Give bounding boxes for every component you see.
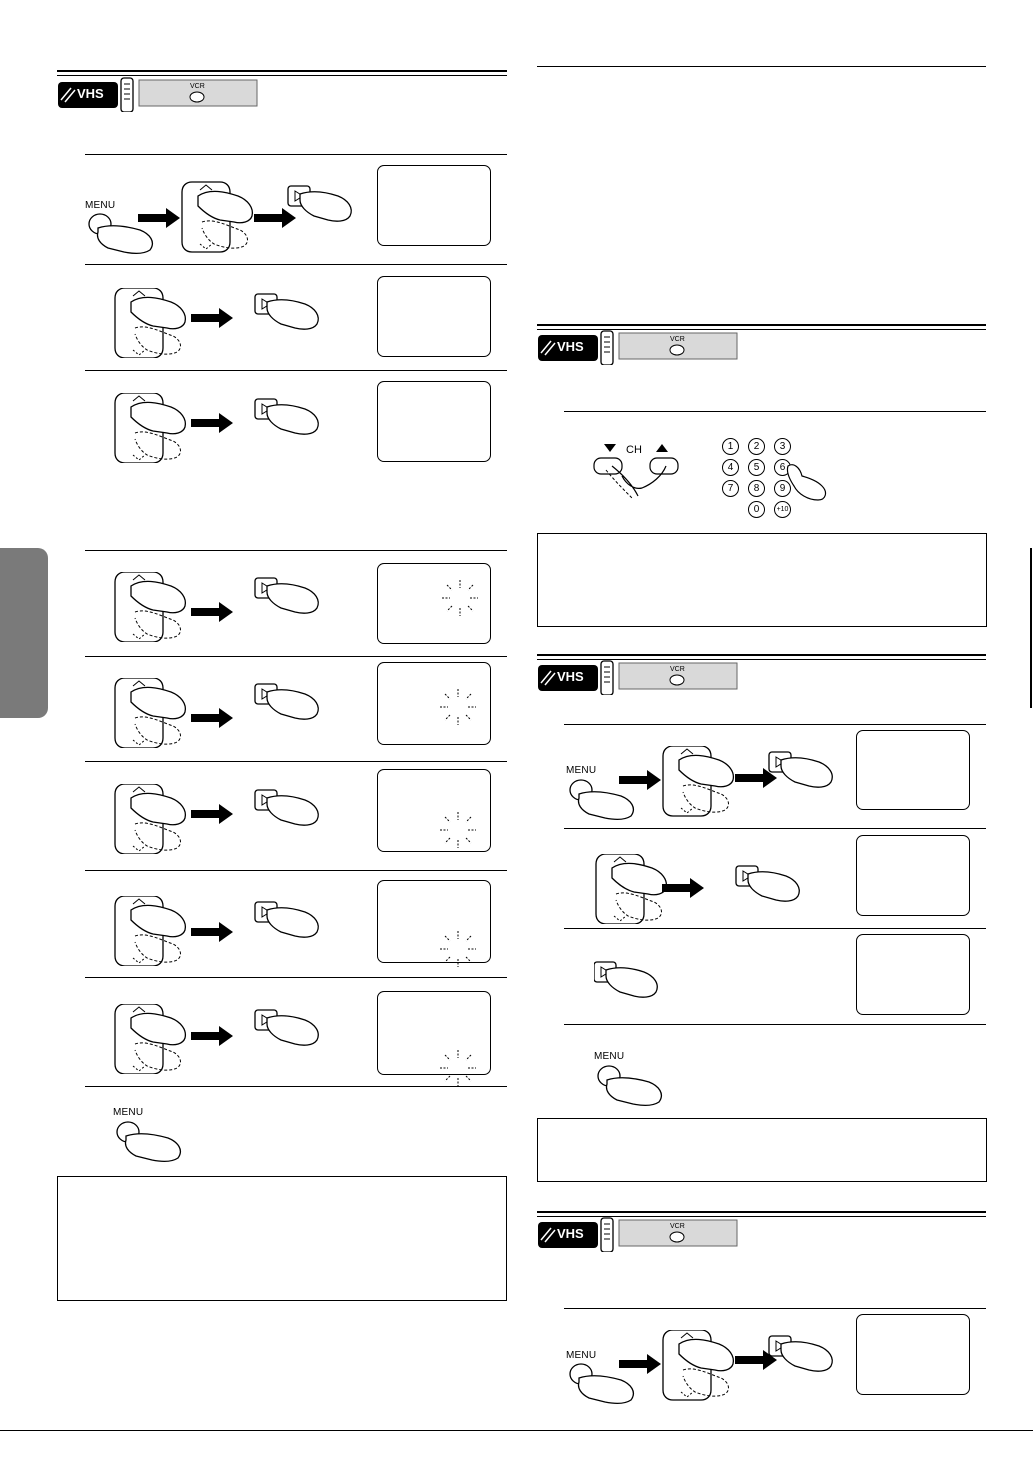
page-bottom-rule <box>0 1430 1033 1431</box>
number-key: 5 <box>748 459 765 476</box>
step-divider <box>564 928 986 929</box>
vcr-badge-label: VCR <box>190 83 205 90</box>
number-key: 6 <box>774 459 791 476</box>
note-box <box>537 533 987 627</box>
tv-screen <box>377 165 491 246</box>
step-2-illustration <box>594 854 834 924</box>
step-3-illustration <box>113 393 353 463</box>
menu-button-label: MENU <box>113 1107 144 1118</box>
section-header <box>537 1216 747 1252</box>
page-edge-marker <box>1030 548 1032 708</box>
arrow-icon <box>254 208 296 228</box>
tv-screen <box>856 835 970 916</box>
sparkle-icon <box>438 1048 478 1088</box>
vcr-badge-label: VCR <box>670 1223 685 1230</box>
remote-icon <box>121 78 133 112</box>
sparkle-icon <box>438 929 478 969</box>
note-box <box>537 1118 987 1182</box>
number-key: 7 <box>722 480 739 497</box>
numeric-keypad <box>722 438 832 518</box>
step-divider <box>564 1308 986 1309</box>
menu-button-icon <box>114 1118 194 1168</box>
step-1-illustration <box>567 1330 857 1405</box>
section-tab <box>0 548 48 718</box>
step-divider <box>85 977 507 978</box>
play-button-icon <box>288 186 351 221</box>
step-divider <box>564 1024 986 1025</box>
vhs-badge-label: VHS <box>77 86 104 101</box>
vhs-badge-label: VHS <box>557 339 584 354</box>
sparkle-icon <box>438 810 478 850</box>
step-divider <box>85 550 507 551</box>
step-divider <box>85 370 507 371</box>
tv-screen <box>856 730 970 810</box>
number-key: 2 <box>748 438 765 455</box>
hand-icon <box>786 462 832 502</box>
step-divider <box>85 761 507 762</box>
number-key: 3 <box>774 438 791 455</box>
section-header <box>57 76 267 112</box>
tv-screen <box>377 662 491 745</box>
section-header <box>537 329 747 365</box>
step-1-illustration <box>86 180 376 255</box>
step-divider <box>85 264 507 265</box>
tv-screen <box>856 934 970 1015</box>
menu-button-icon <box>595 1062 675 1112</box>
step-7-illustration <box>113 896 353 966</box>
vhs-badge-label: VHS <box>557 1226 584 1241</box>
number-key: 4 <box>722 459 739 476</box>
sparkle-icon <box>440 578 480 618</box>
channel-buttons <box>592 440 692 510</box>
tv-screen <box>377 991 491 1075</box>
step-divider <box>85 870 507 871</box>
menu-button-label: MENU <box>566 765 597 776</box>
column-rule <box>537 66 986 67</box>
channel-label: CH <box>626 444 642 456</box>
channel-up-icon <box>656 444 668 452</box>
vcr-badge-label: VCR <box>670 336 685 343</box>
menu-button-label: MENU <box>566 1350 597 1361</box>
menu-button-label: MENU <box>594 1051 625 1062</box>
step-divider <box>564 411 986 412</box>
number-key: 8 <box>748 480 765 497</box>
section-header <box>537 659 747 695</box>
tv-screen <box>377 880 491 963</box>
vcr-badge-label: VCR <box>670 666 685 673</box>
scroll-wheel-icon <box>182 182 252 252</box>
number-key: 0 <box>748 501 765 518</box>
step-1-illustration <box>567 746 857 821</box>
vhs-badge-label: VHS <box>557 669 584 684</box>
tv-screen <box>377 276 491 357</box>
step-divider <box>564 724 986 725</box>
step-2-illustration <box>113 288 353 358</box>
step-5-illustration <box>113 678 353 748</box>
note-box <box>57 1176 507 1301</box>
sparkle-icon <box>438 687 478 727</box>
step-divider <box>564 828 986 829</box>
tv-screen <box>377 769 491 852</box>
step-8-illustration <box>113 1004 353 1074</box>
number-key: 9 <box>774 480 791 497</box>
step-divider <box>85 656 507 657</box>
number-key: 1 <box>722 438 739 455</box>
step-divider <box>85 154 507 155</box>
tv-screen <box>856 1314 970 1395</box>
channel-down-icon <box>604 444 616 452</box>
step-3-illustration <box>594 960 674 1000</box>
menu-button-label: MENU <box>85 200 116 211</box>
arrow-icon <box>138 208 180 228</box>
step-4-illustration <box>113 572 353 642</box>
tv-screen <box>377 563 491 644</box>
tv-screen <box>377 381 491 462</box>
step-6-illustration <box>113 784 353 854</box>
number-key: +10 <box>774 501 791 518</box>
